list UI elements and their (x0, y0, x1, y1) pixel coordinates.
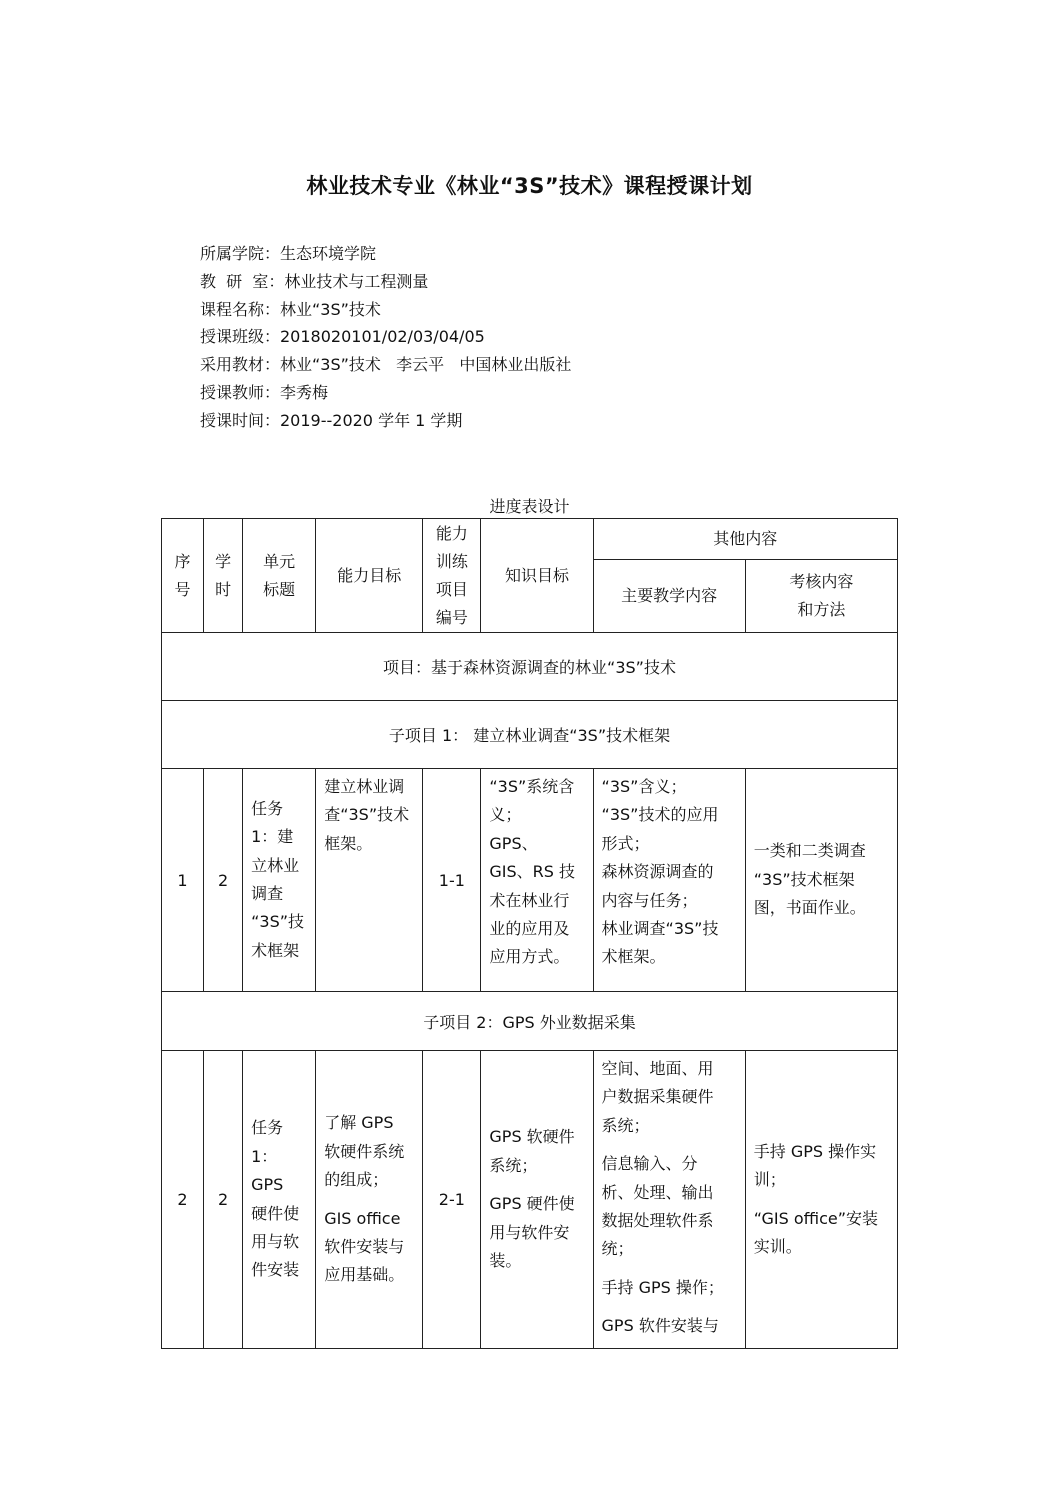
header-assess: 考核内容 和方法 (745, 560, 897, 633)
header-ability: 能力目标 (316, 519, 423, 633)
table-row (162, 1051, 898, 1349)
row2-knowledge-part1: GPS 软硬件 系统； (489, 1127, 575, 1175)
row1-assess: 一类和二类调查 “3S”技术框架 图，书面作业。 (745, 769, 897, 992)
row2-content-part3: 手持 GPS 操作； (601, 1277, 724, 1297)
row1-seq: 1 (162, 769, 204, 992)
row2-content-part2: 信息输入、分 析、处理、输出 数据处理软件系 统； (601, 1154, 714, 1259)
row1-code: 1-1 (423, 769, 481, 992)
course-info (200, 240, 571, 435)
row1-content: “3S”含义； “3S”技术的应用 形式； 森林资源调查的 内容与任务； 林业调查“3S”技 术框架。 (593, 769, 745, 992)
row2-content (593, 1051, 745, 1349)
row1-unit: 任务 1：建 立林业 调查 “3S”技 术框架 (243, 769, 316, 992)
header-unit: 单元 标题 (243, 519, 316, 633)
row1-ability: 建立林业调 查“3S”技术 框架。 (316, 769, 423, 992)
subproject-2-banner: 子项目 2：GPS 外业数据采集 (162, 992, 898, 1051)
info-classes: 授课班级：2018020101/02/03/04/05 (200, 327, 485, 347)
row2-hours: 2 (204, 1051, 243, 1349)
subproject-1-banner: 子项目 1： 建立林业调查“3S”技术框架 (162, 701, 898, 769)
header-knowledge: 知识目标 (481, 519, 593, 633)
table-row (162, 769, 898, 992)
header-content: 主要教学内容 (593, 560, 745, 633)
info-department: 教 研 室：林业技术与工程测量 (200, 271, 429, 291)
info-teacher: 授课教师：李秀梅 (200, 382, 329, 402)
row2-seq: 2 (162, 1051, 204, 1349)
row2-ability-part2: GIS office 软件安装与 应用基础。 (324, 1208, 405, 1285)
info-term: 授课时间：2019--2020 学年 1 学期 (200, 410, 463, 430)
page-title: 林业技术专业《林业“3S”技术》课程授课计划 (306, 174, 753, 198)
row2-content-part1: 空间、地面、用 户数据采集硬件 系统； (601, 1059, 714, 1135)
row2-unit: 任务 1： GPS 硬件使 用与软 件安装 (243, 1051, 316, 1349)
header-other: 其他内容 (593, 519, 897, 560)
row2-ability-part1: 了解 GPS 软硬件系统 的组成； (324, 1113, 405, 1190)
info-textbook: 采用教材：林业“3S”技术 李云平 中国林业出版社 (200, 355, 572, 375)
info-college: 所属学院：生态环境学院 (200, 244, 377, 263)
project-banner: 项目：基于森林资源调查的林业“3S”技术 (162, 633, 898, 701)
row2-code: 2-1 (423, 1051, 481, 1349)
row1-hours: 2 (204, 769, 243, 992)
header-seq: 序 号 (162, 519, 204, 633)
row1-knowledge: “3S”系统含 义； GPS、 GIS、RS 技 术在林业行 业的应用及 应用方式。 (481, 769, 593, 992)
table-caption: 进度表设计 (489, 497, 570, 516)
row2-ability (316, 1051, 423, 1349)
row2-knowledge-part2: GPS 硬件使 用与软件安 装。 (489, 1194, 575, 1271)
row2-assess-part2: “GIS office”安装 实训。 (753, 1208, 879, 1256)
row2-content-part4: GPS 软件安装与 (601, 1316, 719, 1336)
row2-assess-part1: 手持 GPS 操作实 训； (753, 1141, 877, 1190)
info-course-name: 课程名称：林业“3S”技术 (200, 299, 381, 319)
row2-knowledge (481, 1051, 593, 1349)
header-hours: 学 时 (204, 519, 243, 633)
row2-assess (745, 1051, 897, 1349)
header-code: 能力 训练 项目 编号 (423, 519, 481, 633)
schedule-table (161, 518, 898, 1349)
